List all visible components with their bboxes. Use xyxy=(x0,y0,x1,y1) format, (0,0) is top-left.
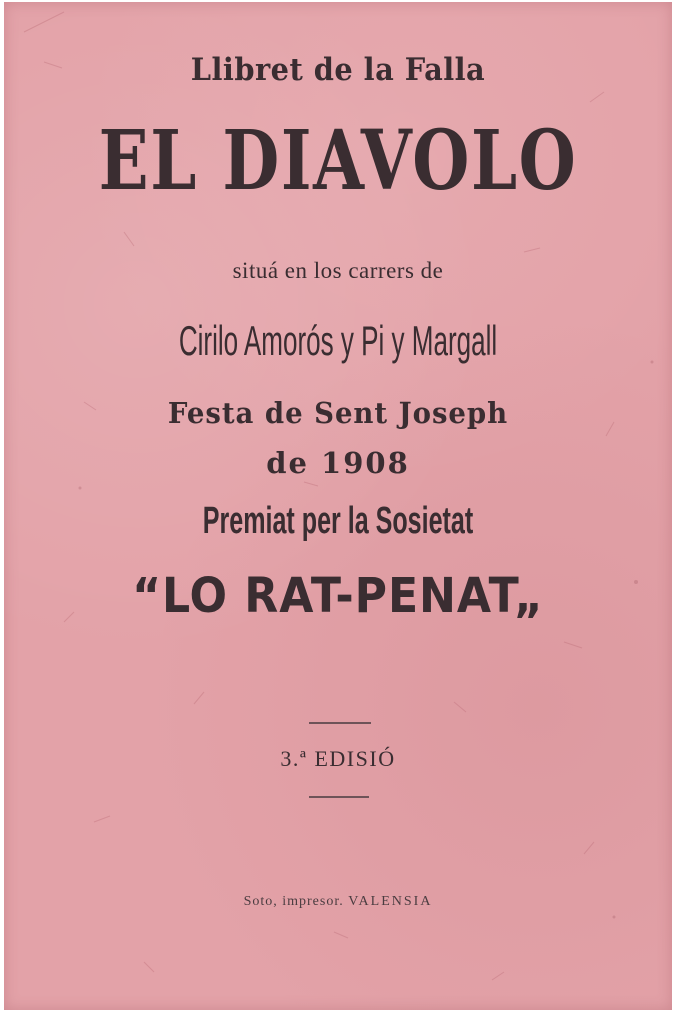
printer-name: Soto, impresor. xyxy=(243,894,344,909)
society-name: “LO RAT-PENAT„ xyxy=(132,568,544,624)
booklet-cover xyxy=(4,2,672,1010)
festival-name: Festa de Sent Joseph xyxy=(167,396,509,430)
booklet-heading: Llibret de la Falla xyxy=(190,52,486,88)
divider-top xyxy=(309,722,371,724)
falla-title: EL DIAVOLO xyxy=(98,113,578,209)
printer-city: VALENSIA xyxy=(348,894,433,909)
location-intro: situá en los carrers de xyxy=(232,258,444,283)
street-names: Cirilo Amorós y Pi y Margall xyxy=(178,317,498,364)
edition-label: 3.ª EDISIÓ xyxy=(280,746,396,771)
award-line: Premiat per la Sosietat xyxy=(202,500,474,542)
festival-year: de 1908 xyxy=(266,446,410,480)
printer-imprint xyxy=(4,894,672,910)
divider-bottom xyxy=(309,796,369,798)
